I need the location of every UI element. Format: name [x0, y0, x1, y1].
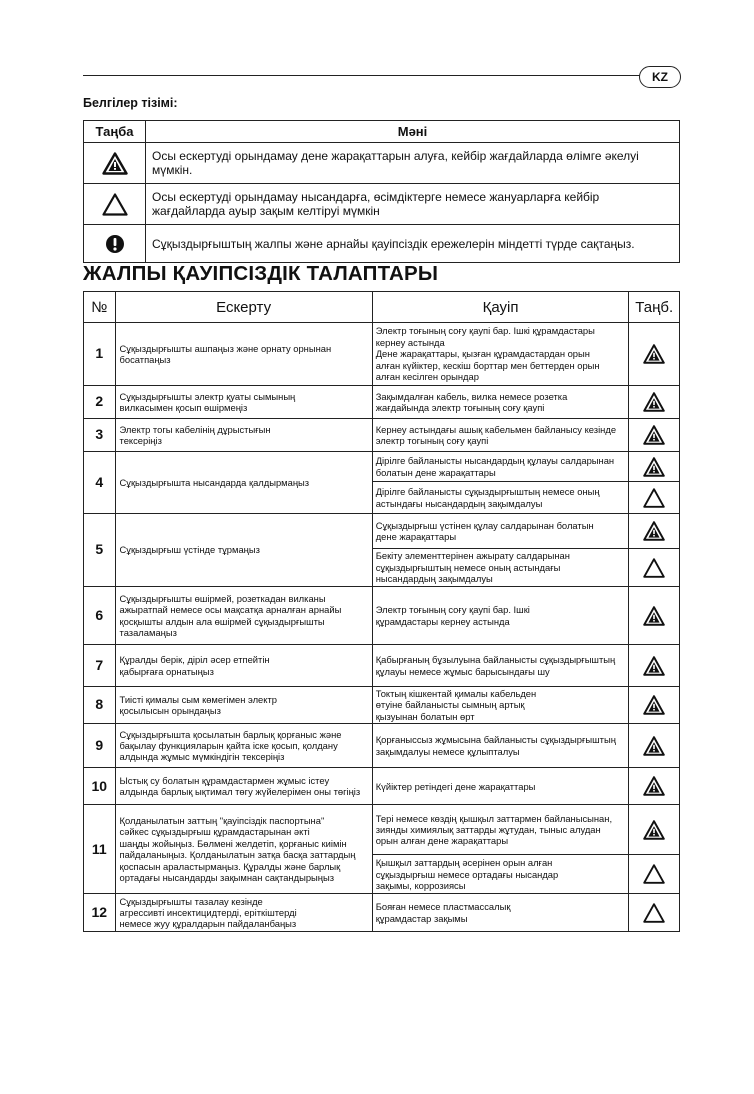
warning-triangle-filled-icon [643, 699, 665, 710]
row-number: 11 [84, 805, 116, 894]
symbol-cell [629, 549, 680, 587]
symbol-cell [629, 724, 680, 768]
warning-triangle-outline-icon [643, 906, 665, 917]
symbol-cell [629, 514, 680, 549]
hazard-text: Дірілге байланысты сұқыздырғыштың немесе оның астындағы нысандардың зақымдалуы [372, 482, 629, 514]
warning-triangle-outline-icon [643, 491, 665, 502]
col-warning: Ескерту [115, 292, 372, 323]
safety-table [83, 291, 680, 932]
hazard-text: Қышқыл заттардың әсерінен орын алған сұқыздырғыш немесе ортадағы нысандар зақымы, коррозиясы [372, 855, 629, 894]
table-row [84, 419, 680, 452]
hazard-text: Электр тоғының соғу қаупі бар. Ішкі құрамдастары кернеу астында Дене жарақаттары, қызған құрамдастардан орын алған күйіктер, кескіш борттар мен беттерден орын алған кесілген орындар [372, 323, 629, 386]
row-number: 10 [84, 768, 116, 805]
warning-triangle-filled-icon [643, 428, 665, 439]
hazard-text: Бояған немесе пластмассалық құрамдастар зақымы [372, 894, 629, 932]
hazard-text: Кернеу астындағы ашық кабельмен байланысу кезінде электр тогының соғу қаупі [372, 419, 629, 452]
warning-text: Сұқыздырғышты электр қуаты сымының вилкасымен қосып өшірмеңіз [115, 386, 372, 419]
hazard-text: Электр тоғының соғу қаупі бар. Ішкі құрамдастары кернеу астында [372, 587, 629, 645]
symbol-cell [629, 768, 680, 805]
row-number: 8 [84, 687, 116, 724]
symbol-cell [629, 805, 680, 855]
warning-text: Сұқыздырғышты ашпаңыз және орнату орнынан босатпаңыз [115, 323, 372, 386]
legend-text: Сұқыздырғыштың жалпы және арнайы қауіпсіздік ережелерін міндетті түрде сақтаңыз. [146, 225, 680, 263]
row-number: 6 [84, 587, 116, 645]
table-row [84, 645, 680, 687]
language-badge: KZ [639, 66, 681, 88]
warning-triangle-outline-icon [643, 561, 665, 572]
legend-col-symbol: Таңба [84, 121, 146, 143]
hazard-text: Токтың кішкентай қималы кабельден өтуіне байланысты сымның артық қызуынан болатын өрт [372, 687, 629, 724]
row-number: 4 [84, 452, 116, 514]
hazard-text: Бекіту элементтерінен ажырату салдарынан сұқыздырғыштың немесе оның астындағы нысандардың зақымдалуы [372, 549, 629, 587]
hazard-text: Зақымдалған кабель, вилка немесе розетка жағдайында электр тоғының соғу қаупі [372, 386, 629, 419]
legend-row [84, 143, 680, 184]
table-row [84, 587, 680, 645]
symbol-cell [629, 419, 680, 452]
warning-text: Тиісті қималы сым көмегімен электр қосылысын орындаңыз [115, 687, 372, 724]
row-number: 1 [84, 323, 116, 386]
warning-triangle-filled-icon [643, 823, 665, 834]
warning-triangle-filled-icon [643, 524, 665, 535]
warning-text: Электр тогы кабелінің дұрыстығын тексеріңіз [115, 419, 372, 452]
legend-row [84, 184, 680, 225]
warning-triangle-filled-icon [643, 609, 665, 620]
warning-triangle-outline-icon [102, 195, 128, 212]
warning-text: Қолданылатын заттың "қауіпсіздік паспортына" сәйкес сұқыздырғыш құрамдастарынан әкті шаңды жойыңыз. Бөлмені желдетіп, қорғаныс киімін пайдаланыңыз. Қолданылатын затқа басқа заттардың қоспасын араластырмаңыз. Құралды және барлық ортадағы нысандарды зақымнан сақтандырыңыз [115, 805, 372, 894]
hazard-text: Қорғаныссыз жұмысына байланысты сұқыздырғыштың зақымдалуы немесе құлыпталуы [372, 724, 629, 768]
warning-text: Сұқыздырғышта нысандарда қалдырмаңыз [115, 452, 372, 514]
legend-col-meaning: Мәні [146, 121, 680, 143]
hazard-text: Сұқыздырғыш үстінен құлау салдарынан болатын дене жарақаттары [372, 514, 629, 549]
legend-title: Белгілер тізімі: [83, 96, 178, 110]
legend-row [84, 225, 680, 263]
warning-triangle-filled-icon [643, 739, 665, 750]
table-row [84, 386, 680, 419]
row-number: 5 [84, 514, 116, 587]
symbol-cell [629, 894, 680, 932]
hazard-text: Күйіктер ретіндегі дене жарақаттары [372, 768, 629, 805]
symbol-cell [629, 452, 680, 482]
col-hazard: Қауіп [372, 292, 629, 323]
exclamation-circle-icon [105, 235, 125, 252]
symbol-cell [629, 587, 680, 645]
hazard-text: Қабырғаның бұзылуына байланысты сұқыздырғыштың құлауы немесе жұмыс барысындағы шу [372, 645, 629, 687]
warning-text: Сұқыздырғышты тазалау кезінде агрессивті инсектицидтерді, еріткіштерді немесе жуу құралдарын пайдаланбаңыз [115, 894, 372, 932]
warning-triangle-filled-icon [643, 780, 665, 791]
legend-text: Осы ескертуді орындамау нысандарға, өсімдіктерге немесе жануарларға кейбір жағдайларда ауыр зақым келтіруі мүмкін [146, 184, 680, 225]
symbol-cell [629, 482, 680, 514]
safety-title: ЖАЛПЫ ҚАУІПСІЗДІК ТАЛАПТАРЫ [83, 262, 439, 285]
warning-triangle-filled-icon [643, 347, 665, 358]
legend-text: Осы ескертуді орындамау дене жарақаттарын алуға, кейбір жағдайларда өлімге әкелуі мүмкін. [146, 143, 680, 184]
legend-table [83, 120, 680, 263]
row-number: 7 [84, 645, 116, 687]
table-row [84, 894, 680, 932]
warning-triangle-filled-icon [643, 659, 665, 670]
symbol-cell [629, 386, 680, 419]
warning-triangle-filled-icon [643, 395, 665, 406]
symbol-cell [629, 855, 680, 894]
warning-triangle-filled-icon [102, 154, 128, 171]
warning-text: Сұқыздырғышта қосылатын барлық қорғаныс және бақылау функцияларын қайта іске қосып, қолдану алдында жұмыс мүмкіндігін тексеріңіз [115, 724, 372, 768]
col-no: № [84, 292, 116, 323]
table-row [84, 323, 680, 386]
symbol-cell [629, 687, 680, 724]
warning-triangle-outline-icon [643, 868, 665, 879]
header-rule [83, 75, 640, 76]
warning-text: Сұқыздырғыш үстінде тұрмаңыз [115, 514, 372, 587]
hazard-text: Тері немесе көздің қышқыл заттармен байланысынан, зиянды химиялық заттарды жұтудан, тыныс алудан орын алған дене жарақаттары [372, 805, 629, 855]
row-number: 3 [84, 419, 116, 452]
warning-text: Сұқыздырғышты өшірмей, розеткадан вилканы ажыратпай немесе осы мақсатқа арналған арнайы қосқышты алдын ала өшірмей сұқыздырғышты тазаламаңыз [115, 587, 372, 645]
table-row [84, 687, 680, 724]
symbol-cell [629, 645, 680, 687]
hazard-text: Дірілге байланысты нысандардың құлауы салдарынан болатын дене жарақаттары [372, 452, 629, 482]
table-row [84, 805, 680, 855]
warning-text: Ыстық су болатын құрамдастармен жұмыс істеу алдында барлық ықтимал төгу жүйелерімен оны төгіңіз [115, 768, 372, 805]
table-row [84, 452, 680, 482]
table-row [84, 768, 680, 805]
warning-triangle-filled-icon [643, 460, 665, 471]
col-symbol: Таңб. [629, 292, 680, 323]
table-row [84, 724, 680, 768]
row-number: 12 [84, 894, 116, 932]
row-number: 2 [84, 386, 116, 419]
warning-text: Құралды берік, діріл әсер етпейтін қабырғаға орнатыңыз [115, 645, 372, 687]
row-number: 9 [84, 724, 116, 768]
table-row [84, 514, 680, 549]
symbol-cell [629, 323, 680, 386]
